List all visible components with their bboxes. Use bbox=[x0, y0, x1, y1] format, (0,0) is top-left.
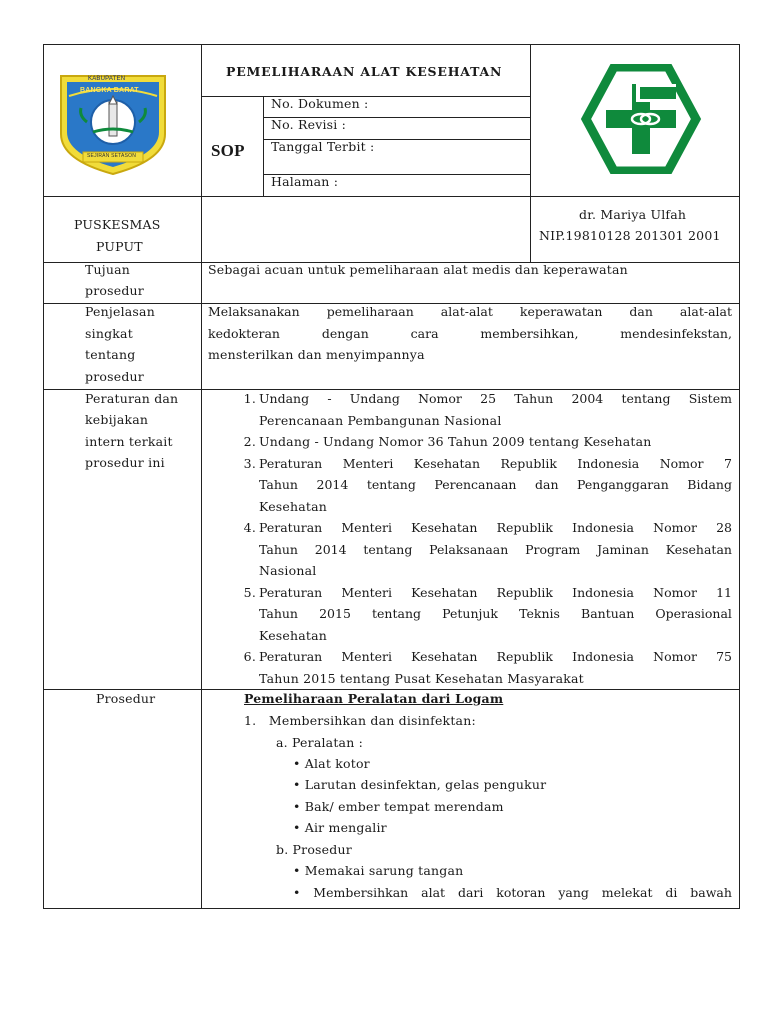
word: Republik bbox=[500, 455, 557, 471]
signer-name: dr. Mariya Ulfah bbox=[579, 207, 687, 222]
word: membersihkan, bbox=[480, 326, 579, 341]
word: 2014 bbox=[314, 541, 347, 557]
word: di bbox=[665, 885, 678, 900]
prosedur-label: Prosedur bbox=[96, 691, 156, 706]
prosedur-heading: Pemeliharaan Peralatan dari Logam bbox=[244, 691, 504, 706]
word: keperawatan bbox=[519, 304, 603, 319]
org-name-line2: PUPUT bbox=[96, 239, 143, 254]
word: Indonesia bbox=[572, 649, 634, 664]
word: 11 bbox=[716, 584, 732, 600]
word: 75 bbox=[716, 649, 732, 664]
word: dan bbox=[535, 477, 559, 492]
word: Indonesia bbox=[572, 520, 634, 535]
word: 7 bbox=[723, 455, 732, 471]
peraturan-item-line bbox=[259, 456, 732, 472]
word: alat-alat bbox=[440, 304, 493, 319]
puskesmas-logo bbox=[578, 64, 704, 174]
word: yang bbox=[558, 885, 589, 900]
word: Membersihkan bbox=[313, 885, 409, 900]
penjelasan-text-line: mensterilkan dan menyimpannya bbox=[208, 347, 425, 362]
word: Tahun bbox=[259, 477, 298, 492]
peraturan-item-line bbox=[259, 542, 732, 558]
word: kotoran bbox=[496, 885, 546, 900]
peraturan-item-number: 3. bbox=[243, 455, 256, 471]
word: Operasional bbox=[655, 606, 732, 621]
tujuan-label-line: prosedur bbox=[85, 283, 144, 298]
org-name-line1: PUSKESMAS bbox=[74, 217, 161, 232]
word: Republik bbox=[496, 584, 553, 600]
peraturan-label-line: kebijakan bbox=[85, 412, 149, 427]
right-logo-column-divider bbox=[530, 44, 531, 263]
word: Peraturan bbox=[259, 584, 323, 600]
label-column-divider bbox=[201, 44, 202, 909]
word: Kesehatan bbox=[411, 649, 478, 664]
word: Tahun bbox=[514, 391, 554, 406]
penjelasan-label-line: singkat bbox=[85, 326, 133, 341]
peraturan-item-line bbox=[259, 477, 732, 493]
word: Nomor bbox=[659, 455, 704, 471]
word: dengan bbox=[321, 326, 369, 341]
peraturan-item-line: Kesehatan bbox=[259, 498, 328, 514]
logo-text-bangka-barat: BANGKA BARAT bbox=[80, 87, 139, 94]
document-title: PEMELIHARAAN ALAT KESEHATAN bbox=[226, 64, 503, 79]
word: Republik bbox=[496, 520, 553, 535]
word: Tahun bbox=[259, 606, 298, 621]
tanggal-terbit-field: Tanggal Terbit : bbox=[271, 139, 375, 154]
penjelasan-text-line bbox=[208, 326, 732, 342]
word: alat bbox=[421, 885, 446, 900]
word: Menteri bbox=[341, 649, 393, 664]
tujuan-text: Sebagai acuan untuk pemeliharaan alat medis dan keperawatan bbox=[208, 262, 628, 277]
word: Nomor bbox=[653, 584, 697, 600]
peraturan-item-line: Tahun 2015 tentang Pusat Kesehatan Masyarakat bbox=[259, 670, 584, 686]
peraturan-item-number: 2. bbox=[243, 434, 256, 449]
table-border-bottom bbox=[43, 908, 740, 909]
word: Pelaksanaan bbox=[429, 541, 509, 557]
word: 2015 bbox=[319, 606, 351, 621]
prosedur-item: • Memakai sarung tangan bbox=[293, 863, 464, 878]
peraturan-item-number: 6. bbox=[243, 649, 256, 664]
peraturan-item-line bbox=[259, 585, 732, 601]
no-revisi-field: No. Revisi : bbox=[271, 117, 347, 132]
signer-nip: NIP.19810128 201301 2001 bbox=[539, 228, 721, 243]
word: Jaminan bbox=[597, 541, 649, 557]
word: alat-alat bbox=[679, 304, 732, 319]
peraturan-item-line: Perencanaan Pembangunan Nasional bbox=[259, 412, 502, 428]
word: Menteri bbox=[341, 584, 393, 600]
prosedur-sub-label: b. Prosedur bbox=[276, 842, 352, 857]
word: 2014 bbox=[316, 477, 349, 492]
word: Kesehatan bbox=[411, 520, 478, 535]
peraturan-item-number: 5. bbox=[243, 584, 256, 600]
word: Menteri bbox=[342, 455, 394, 471]
halaman-field: Halaman : bbox=[271, 174, 339, 189]
peralatan-label: a. Peralatan : bbox=[276, 735, 364, 750]
word: Menteri bbox=[341, 520, 393, 535]
word: Melaksanakan bbox=[208, 304, 300, 319]
header-row-divider bbox=[43, 196, 740, 197]
peralatan-item: • Alat kotor bbox=[293, 756, 370, 771]
peraturan-item-number: 4. bbox=[243, 520, 256, 535]
peraturan-item-line bbox=[259, 606, 732, 622]
word: Indonesia bbox=[572, 584, 634, 600]
word: Kesehatan bbox=[411, 584, 478, 600]
logo-text-kabupaten: KABUPATEN bbox=[88, 76, 126, 82]
word: Indonesia bbox=[577, 455, 640, 471]
word: Kesehatan bbox=[413, 455, 481, 471]
word: Undang bbox=[259, 391, 310, 406]
peraturan-item-line: Undang - Undang Nomor 36 Tahun 2009 tentang Kesehatan bbox=[259, 434, 652, 449]
word: Undang bbox=[349, 391, 400, 406]
tujuan-label-line: Tujuan bbox=[85, 262, 131, 277]
sop-column-divider bbox=[263, 96, 264, 197]
penjelasan-text-line bbox=[208, 304, 732, 320]
peralatan-item: • Air mengalir bbox=[293, 820, 387, 835]
penjelasan-label-line: prosedur bbox=[85, 369, 144, 384]
word: Program bbox=[525, 541, 581, 557]
table-border-left bbox=[43, 44, 44, 909]
table-border-right bbox=[739, 44, 740, 909]
word: 28 bbox=[716, 520, 732, 535]
word: tentang bbox=[372, 606, 422, 621]
word: Republik bbox=[496, 649, 553, 664]
word: 25 bbox=[480, 391, 497, 406]
word: Teknis bbox=[519, 606, 560, 621]
word: tentang bbox=[363, 541, 413, 557]
penjelasan-row-divider bbox=[43, 389, 740, 390]
word: Nomor bbox=[653, 649, 697, 664]
peralatan-item: • Bak/ ember tempat merendam bbox=[293, 799, 504, 814]
word: dan bbox=[629, 304, 653, 319]
word: Sistem bbox=[688, 391, 732, 406]
word: pemeliharaan bbox=[326, 304, 414, 319]
prosedur-item bbox=[293, 885, 732, 901]
no-dokumen-field: No. Dokumen : bbox=[271, 96, 369, 111]
word: Nomor bbox=[418, 391, 462, 406]
word: Tahun bbox=[259, 541, 298, 557]
word: 2004 bbox=[571, 391, 604, 406]
word: bawah bbox=[690, 885, 732, 900]
word: Peraturan bbox=[259, 649, 323, 664]
peraturan-item-number: 1. bbox=[243, 391, 256, 406]
peraturan-label-line: intern terkait bbox=[85, 434, 173, 449]
word: Nomor bbox=[653, 520, 697, 535]
peraturan-item-line bbox=[259, 520, 732, 536]
word: • bbox=[293, 885, 301, 900]
word: dari bbox=[457, 885, 484, 900]
table-border-top bbox=[43, 44, 740, 45]
word: - bbox=[327, 391, 332, 406]
penjelasan-label-line: Penjelasan bbox=[85, 304, 155, 319]
logo-text-motto: SEJIRAN SETASON bbox=[87, 153, 137, 159]
peraturan-item-line bbox=[259, 649, 732, 665]
word: Penganggaran bbox=[577, 477, 669, 492]
peraturan-row-divider bbox=[43, 689, 740, 690]
word: Bidang bbox=[687, 477, 732, 492]
peraturan-item-line bbox=[259, 391, 732, 407]
peraturan-item-line: Kesehatan bbox=[259, 627, 328, 643]
word: kedokteran bbox=[208, 326, 280, 341]
peraturan-label-line: Peraturan dan bbox=[85, 391, 179, 406]
peralatan-item: • Larutan desinfektan, gelas pengukur bbox=[293, 777, 547, 792]
peraturan-item-line: Nasional bbox=[259, 563, 317, 578]
word: Bantuan bbox=[581, 606, 635, 621]
prosedur-step-1: 1. Membersihkan dan disinfektan: bbox=[244, 713, 476, 728]
word: Perencanaan bbox=[434, 477, 517, 492]
word: mendesinfekstan, bbox=[620, 326, 732, 341]
peraturan-label-line: prosedur ini bbox=[85, 455, 165, 470]
word: Peraturan bbox=[259, 455, 323, 471]
sop-label: SOP bbox=[211, 141, 245, 160]
word: Kesehatan bbox=[665, 541, 732, 557]
word: tentang bbox=[621, 391, 671, 406]
word: tentang bbox=[366, 477, 416, 492]
word: cara bbox=[410, 326, 439, 341]
penjelasan-label-line: tentang bbox=[85, 347, 136, 362]
word: melekat bbox=[601, 885, 653, 900]
word: Peraturan bbox=[259, 520, 323, 535]
word: Petunjuk bbox=[442, 606, 498, 621]
